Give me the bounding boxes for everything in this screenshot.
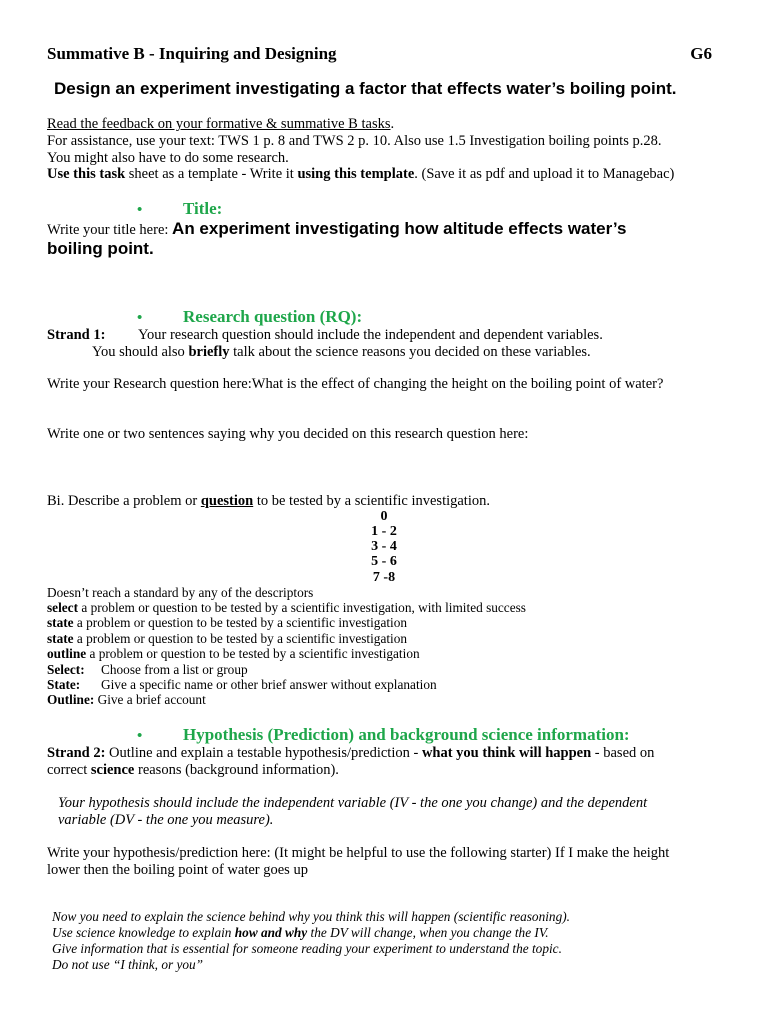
rubric-level-2: 3 - 4 <box>371 539 397 554</box>
rq-section-heading: • Research question (RQ): <box>137 307 363 326</box>
grade-label: G6 <box>690 44 712 63</box>
science-guidance-1: Now you need to explain the science behind why you think this will happen (scientific reasoning). <box>52 909 570 924</box>
hypothesis-section-heading: • Hypothesis (Prediction) and background science information: <box>137 725 630 744</box>
title-answer-line1: An experiment investigating how altitude effects water’s <box>172 219 627 238</box>
feedback-link[interactable]: Read the feedback on your formative & summative B tasks <box>47 116 391 132</box>
feedback-line: Read the feedback on your formative & summative B tasks. <box>47 116 395 132</box>
rubric-desc-1: select a problem or question to be tested by a scientific investigation, with limited success <box>47 600 526 615</box>
assignment-title: Summative B - Inquiring and Designing <box>47 44 337 63</box>
title-answer-line2: boiling point. <box>47 239 154 258</box>
rubric-level-0: 0 <box>380 509 388 524</box>
strand1-also: You should also briefly talk about the science reasons you decided on these variables. <box>92 344 591 360</box>
rubric-level-4: 7 -8 <box>372 570 396 585</box>
title-answer <box>47 219 727 239</box>
science-guidance-2: Use science knowledge to explain how and why the DV will change, when you change the IV. <box>52 925 549 940</box>
def-state: State: Give a specific name or other brief answer without explanation <box>47 677 437 692</box>
science-guidance-3: Give information that is essential for someone reading your experiment to understand the topic. <box>52 941 562 956</box>
rq-why-prompt: Write one or two sentences saying why you decided on this research question here: <box>47 426 529 442</box>
strand1-line: Strand 1: Your research question should include the independent and dependent variables. <box>47 327 603 343</box>
template-instructions: Use this task sheet as a template - Write it using this template. (Save it as pdf and upload it to Managebac) <box>47 166 675 182</box>
assistance-text: For assistance, use your text: TWS 1 p. 8 and TWS 2 p. 10. Also use 1.5 Investigation boiling points p.28. <box>47 133 662 149</box>
document-header <box>47 44 712 64</box>
hypothesis-guidance-line2: variable (DV - the one you measure). <box>58 812 274 828</box>
rubric-desc-4: outline a problem or question to be tested by a scientific investigation <box>47 646 420 661</box>
bullet-icon: • <box>137 202 143 218</box>
main-heading: Design an experiment investigating a factor that effects water’s boiling point. <box>54 79 677 98</box>
strand2-line2: correct science reasons (background information). <box>47 762 339 778</box>
rubric-desc-0: Doesn’t reach a standard by any of the descriptors <box>47 585 314 600</box>
hypothesis-guidance-line1: Your hypothesis should include the independent variable (IV - the one you change) and the dependent <box>58 795 648 811</box>
rubric-desc-2: state a problem or question to be tested by a scientific investigation <box>47 615 408 630</box>
rubric-level-3: 5 - 6 <box>371 554 397 569</box>
hypothesis-answer-line2: lower then the boiling point of water goes up <box>47 862 308 878</box>
title-section-heading: • Title: <box>137 199 223 218</box>
hypothesis-answer-line1: Write your hypothesis/prediction here: (It might be helpful to use the following starter) If I make the height <box>47 845 670 861</box>
bullet-icon: • <box>137 728 143 744</box>
bullet-icon: • <box>137 310 143 326</box>
strand2-line: Strand 2: Outline and explain a testable hypothesis/prediction - what you think will happen - based on <box>47 745 655 761</box>
rubric-level-1: 1 - 2 <box>371 524 397 539</box>
def-outline: Outline: Give a brief account <box>47 692 206 707</box>
research-text: You might also have to do some research. <box>47 150 289 166</box>
def-select: Select: Choose from a list or group <box>47 662 248 677</box>
science-guidance-4: Do not use “I think, or you” <box>52 957 204 972</box>
rubric-intro: Bi. Describe a problem or question to be tested by a scientific investigation. <box>47 493 490 509</box>
title-prompt: Write your title here: <box>47 222 173 238</box>
rubric-desc-3: state a problem or question to be tested by a scientific investigation <box>47 631 408 646</box>
rq-answer: Write your Research question here:What is the effect of changing the height on the boiling point of water? <box>47 376 664 392</box>
